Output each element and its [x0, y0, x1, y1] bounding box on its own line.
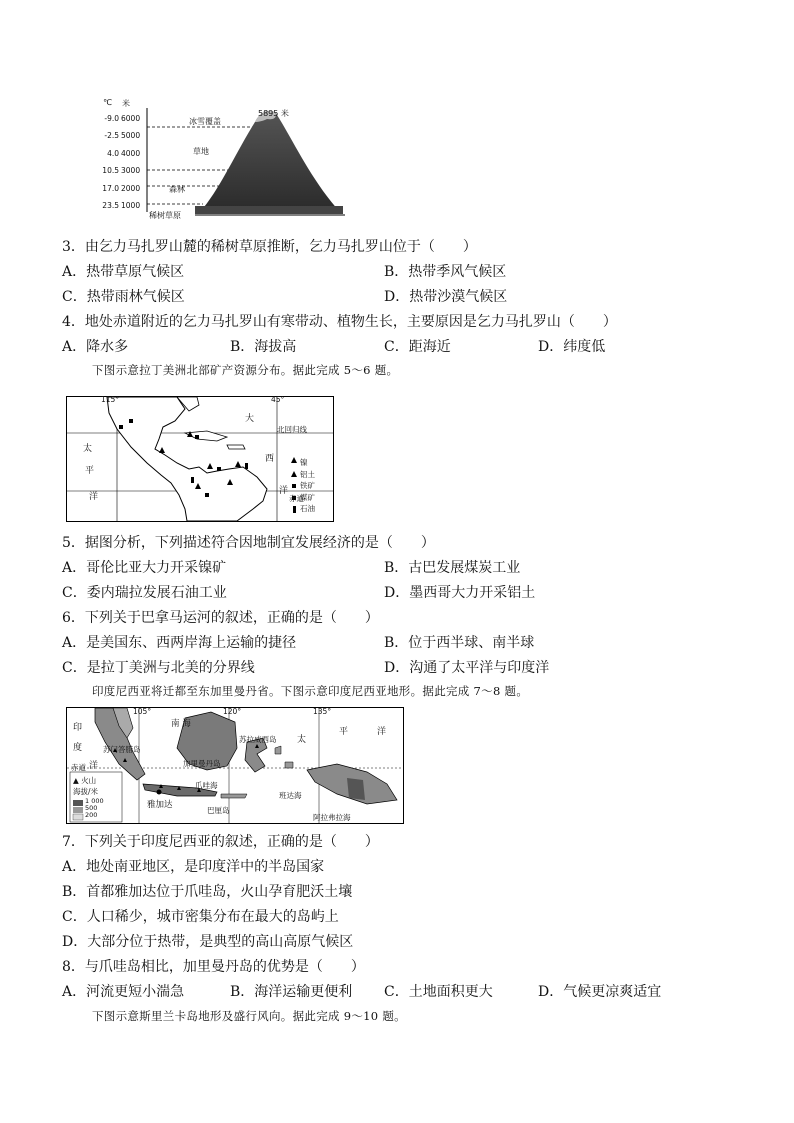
south-china-sea-label: 南 海 [171, 719, 191, 729]
kalimantan-label: 加里曼丹岛 [183, 759, 221, 768]
equator-label: 赤道 [289, 494, 304, 503]
ocean-label-ping: 平 [85, 466, 95, 476]
equator-label-indonesia: 赤道 [71, 763, 86, 772]
ocean-label-yang2: 洋 [89, 492, 99, 502]
q4-stem: 4．地处赤道附近的乞力马扎罗山有寒带动、植物生长，主要原因是乞力马扎罗山（ ） [62, 314, 617, 330]
jakarta-label: 雅加达 [147, 800, 173, 810]
q8-option-b[interactable]: B．海洋运输更便利 [230, 984, 353, 1000]
temp-unit: ℃ [103, 98, 112, 107]
q7-option-c[interactable]: C．人口稀少，城市密集分布在最大的岛屿上 [62, 909, 339, 925]
lon-105-label: 105° [133, 707, 152, 716]
q3-option-c[interactable]: C．热带雨林气候区 [62, 289, 185, 305]
pacific-label-ping: 平 [339, 727, 349, 737]
q4-option-b[interactable]: B．海拔高 [230, 339, 297, 355]
ocean-label-yang: 洋 [279, 486, 289, 496]
sulawesi-label: 苏拉威西岛 [239, 735, 277, 744]
q6-option-d[interactable]: D．沟通了太平洋与印度洋 [384, 660, 550, 676]
q5-option-c[interactable]: C．委内瑞拉发展石油工业 [62, 585, 227, 601]
ocean-label-da: 大 [245, 414, 255, 424]
sumatra-label: 苏门答腊岛 [103, 745, 141, 754]
q7-option-b[interactable]: B．首都雅加达位于爪哇岛，火山孕育肥沃土壤 [62, 884, 353, 900]
alt-unit: 米 [122, 99, 130, 108]
bali-label: 巴厘岛 [207, 806, 230, 815]
q8-option-a[interactable]: A．河流更短小湍急 [62, 984, 185, 1000]
legend-altitude-title: 海拔/米 [73, 787, 99, 796]
q4-option-d[interactable]: D．纬度低 [538, 339, 606, 355]
q5-option-a[interactable]: A．哥伦比亚大力开采镍矿 [62, 560, 227, 576]
indonesia-map [66, 707, 404, 824]
banda-sea-label: 班达海 [279, 791, 302, 800]
zone-savanna: 稀树草原 [149, 211, 181, 220]
q7-option-d[interactable]: D．大部分位于热带，是典型的高山高原气候区 [62, 934, 354, 950]
pacific-label-tai: 太 [297, 735, 307, 745]
kilimanjaro-figure [95, 94, 355, 224]
pacific-label-yang: 洋 [377, 727, 387, 737]
tropic-of-cancer-label: 北回归线 [277, 425, 307, 434]
q4-option-a[interactable]: A．降水多 [62, 339, 129, 355]
zone-snow: 冰雪覆盖 [189, 117, 221, 126]
q5-option-d[interactable]: D．墨西哥大力开采铝土 [384, 585, 536, 601]
q7-option-a[interactable]: A．地处南亚地区，是印度洋中的半岛国家 [62, 859, 325, 875]
zone-forest: 森林 [169, 185, 185, 194]
indian-ocean-label-yang: 洋 [89, 761, 99, 771]
q5-stem: 5．据图分析，下列描述符合因地制宜发展经济的是（ ） [62, 535, 435, 551]
mineral-legend: 镍 铝土 铁矿 煤矿 石油 [300, 458, 315, 514]
legend-volcano: ▲ 火山 [73, 776, 97, 785]
q7-stem: 7．下列关于印度尼西亚的叙述，正确的是（ ） [62, 834, 379, 850]
q8-option-c[interactable]: C．土地面积更大 [384, 984, 493, 1000]
intro-5-6: 下图示意拉丁美洲北部矿产资源分布。据此完成 5～6 题。 [92, 363, 399, 377]
q3-stem: 3．由乞力马扎罗山麓的稀树草原推断，乞力马扎罗山位于（ ） [62, 239, 477, 255]
intro-7-8: 印度尼西亚将迁都至东加里曼丹省。下图示意印度尼西亚地形。据此完成 7～8 题。 [92, 684, 529, 698]
arafura-sea-label: 阿拉弗拉海 [313, 813, 351, 822]
q8-stem: 8．与爪哇岛相比，加里曼丹岛的优势是（ ） [62, 959, 365, 975]
indian-ocean-label-yin: 印 [73, 723, 83, 733]
q8-option-d[interactable]: D．气候更凉爽适宜 [538, 984, 662, 1000]
indian-ocean-label-du: 度 [73, 743, 83, 753]
q3-option-d[interactable]: D．热带沙漠气候区 [384, 289, 508, 305]
q5-option-b[interactable]: B．古巴发展煤炭工业 [384, 560, 521, 576]
zone-grass: 草地 [193, 147, 209, 156]
indonesia-map-svg [67, 708, 403, 823]
q3-option-b[interactable]: B．热带季风气候区 [384, 264, 507, 280]
ocean-label-xi: 西 [265, 454, 275, 464]
lon-45-label: 45° [271, 395, 285, 404]
lon-120-label: 120° [223, 707, 242, 716]
java-sea-label: 爪哇海 [195, 781, 218, 790]
ocean-label-tai: 太 [83, 444, 93, 454]
peak-label: 5895 米 [258, 109, 289, 118]
lon-135-label: 135° [313, 707, 332, 716]
intro-9-10: 下图示意斯里兰卡岛地形及盛行风向。据此完成 9～10 题。 [92, 1009, 406, 1023]
lon-115-label: 115° [101, 395, 120, 404]
q4-option-c[interactable]: C．距海近 [384, 339, 451, 355]
q6-option-c[interactable]: C．是拉丁美洲与北美的分界线 [62, 660, 255, 676]
temp-axis: -9.0 -2.5 4.0 10.5 17.0 23.5 [102, 114, 119, 211]
legend-altitude-values: 1 000 500 200 [85, 797, 104, 819]
q3-option-a[interactable]: A．热带草原气候区 [62, 264, 185, 280]
latin-america-map [66, 396, 334, 522]
q6-option-a[interactable]: A．是美国东、西两岸海上运输的捷径 [62, 635, 297, 651]
q6-stem: 6．下列关于巴拿马运河的叙述，正确的是（ ） [62, 610, 379, 626]
altitude-axis: 6000 5000 4000 3000 2000 1000 [121, 114, 141, 211]
q6-option-b[interactable]: B．位于西半球、南半球 [384, 635, 535, 651]
